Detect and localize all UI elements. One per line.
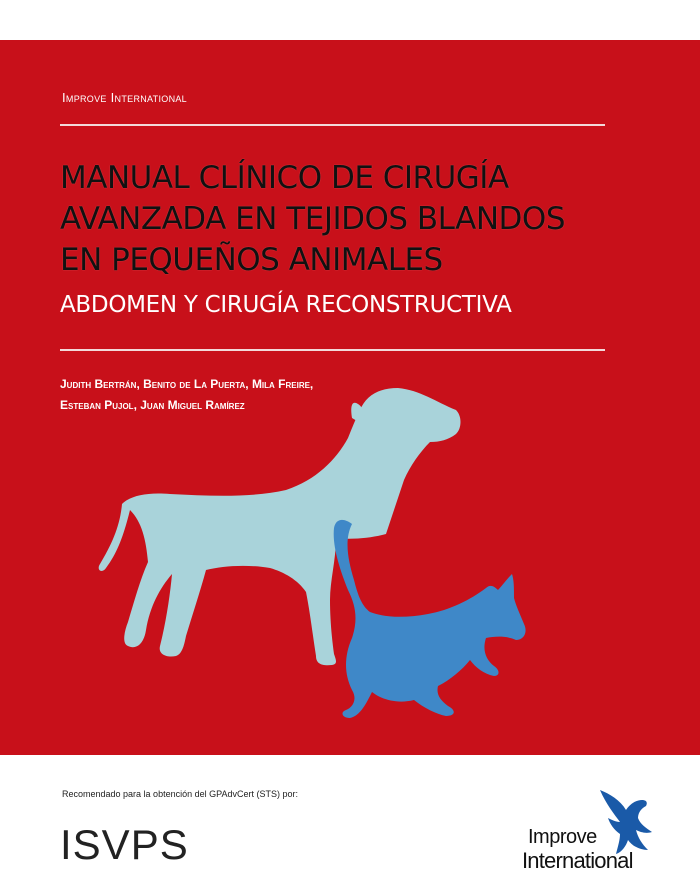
bottom-divider (60, 349, 605, 351)
title-line: MANUAL CLÍNICO DE CIRUGÍA (60, 160, 509, 196)
book-cover (0, 40, 700, 755)
isvps-logo (60, 815, 189, 875)
isvps-logo-text: ISVPS (60, 821, 189, 868)
book-subtitle: ABDOMEN Y CIRUGÍA RECONSTRUCTIVA (60, 292, 512, 318)
improve-logo-subword: International (522, 848, 633, 873)
book-title (60, 158, 660, 281)
recommendation-note: Recomendado para la obtención del GPAdvCert (STS) por: (62, 789, 298, 799)
improve-international-logo (522, 782, 672, 882)
title-line: EN PEQUEÑOS ANIMALES (60, 242, 443, 278)
title-line: AVANZADA EN TEJIDOS BLANDOS (60, 201, 566, 237)
author-line: Judith Bertrán, Benito de La Puerta, Mila Freire, (60, 377, 314, 391)
publisher-name: Improve International (62, 90, 187, 105)
top-divider (60, 124, 605, 126)
improve-logo-word: Improve (528, 826, 597, 848)
author-list (60, 374, 480, 416)
author-line: Esteban Pujol, Juan Miguel Ramírez (60, 398, 245, 412)
cat-silhouette (334, 520, 526, 718)
eagle-icon (596, 784, 656, 856)
